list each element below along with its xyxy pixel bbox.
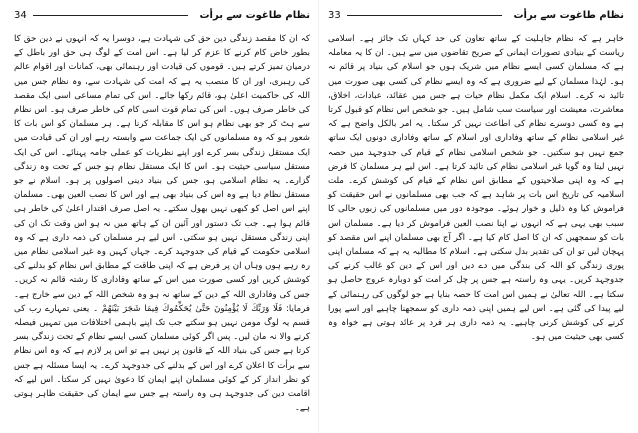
right-page (328, 6, 624, 426)
page-gutter (318, 0, 319, 433)
left-running-header (14, 6, 310, 24)
left-page-number: 34 (14, 9, 27, 21)
left-header-rule (33, 15, 188, 16)
left-paragraph: کہ ان کا مقصد زندگی دین حق کی شہادت ہے، دوسرا یہ کہ انہوں نے دین حق کا بطور خاص کام کرنے کا عزم کر لیا ہے۔ اس امت کے لوگ ہی حق اور باطل کے درمیان تمیز کرتے ہیں۔ قوموں کی قیادت اور رہنمائی بھی، کمانات اور اقوام عالم کی رہبری، اور ان کا منصب یہ ہے کہ امت کی شہادت سے، وہ نظام جس میں اللہ کی حاکمیت اعلیٰ ہو، قائم رکھا جائے۔ اس کی تمام مساعی اسی ایک مقصد کی خاطر صرف ہوں۔ اس کی تمام قوت اسی کام کی خاطر صرف ہو۔ اس نظام سے ہٹ کر جو بھی نظام ہو اس کا مقابلہ کرنا ہے۔ ہر مسلمان کو اس بات کا شعور ہو کہ وہ مسلمانوں کی ایک جماعت سے وابستہ رہے اور ان کی قیادت میں ایک مستقل زندگی بسر کرے اور اپنے نظریات کو عملی جامہ پہنائے۔ اس کی ایک مستقل سیاسی حیثیت ہو۔ اس کا ایک مستقل نظام ہو جس کے تحت وہ زندگی گزارے۔ یہ نظام اسلامی ہو، جس کی بنیاد دینی اصولوں پر ہو۔ اسلام نے جو مستقل نظام دیا ہے وہ اس کی بنیاد بھی ہے اور اس کا نصب العین بھی۔ مسلمان اپنے اس اصل کو کبھی نہیں بھول سکتے۔ یہ اصل صرف اقتدار اعلیٰ کی خاطر ہی قائم ہوا ہے۔ جب تک دستور اور آئین ان کے ہاتھ میں نہ ہو اس وقت تک ان کی اپنی زندگی مستقل نہیں ہو سکتی۔ اس لیے ہر مسلمان کی ذمہ داری ہے کہ وہ اسلامی حکومت کے قیام کی جدوجہد کرے۔ جہاں کہیں وہ غیر اسلامی نظام میں رہ رہے ہوں وہاں ان پر فرض ہے کہ اپنی طاقت کے مطابق اس نظام کو بدلنے کی کوشش کریں اور کسی صورت میں اس کے ساتھ وفاداری کا رشتہ قائم نہ کریں۔ جس کی وفاداری اللہ کے دین کے ساتھ نہ ہو وہ شخص اللہ کے دین سے خارج ہے۔ فرمایا: فَلَا وَرَبِّكَ لَا يُؤْمِنُونَ حَتَّىٰ يُحَكِّمُوكَ فِيمَا شَجَرَ بَيْنَهُمْ ۔ یعنی تمہارے رب کی قسم یہ لوگ مومن نہیں ہو سکتے جب تک اپنے باہمی اختلافات میں تمہیں فیصلہ کرنے والا نہ مان لیں۔ پس اگر کوئی مسلمان کسی ایسے نظام کے تحت زندگی بسر کرتا ہے جس کی بنیاد اللہ کے قانون پر نہیں ہے تو اس پر لازم ہے کہ وہ اس نظام سے برأت کا اعلان کرے اور اس کے بدلنے کی جدوجہد کرے۔ یہ ایسا مسئلہ ہے جس کو نظر انداز کر کے کوئی مسلمان اپنے ایمان کا دعویٰ نہیں کر سکتا۔ اس لیے کہ اقامت دین کی جدوجہد ہی وہ راستہ ہے جس سے ایمان کی حقیقت ظاہر ہوتی ہے۔ (14, 34, 310, 414)
left-page (14, 6, 310, 426)
right-page-number: 33 (328, 9, 341, 21)
right-header-rule (347, 15, 502, 16)
right-body-text (328, 32, 624, 344)
left-body-text (14, 32, 310, 415)
right-running-header (328, 6, 624, 24)
left-header-title: نظام طاغوت سے برأت (199, 9, 310, 21)
right-header-title: نظام طاغوت سے برأت (513, 9, 624, 21)
right-paragraph: خاہر ہے کہ نظام جاہلیت کے ساتھ تعاون کی حد کہاں تک جائز ہے۔ اسلامی ریاست کے بنیادی تصورات ایمانی کے صریح تقاضوں میں سے ہیں۔ ان کا یہ معاملہ ہے کہ مسلمان کسی ایسے نظام میں شریک ہوں جو اسلام کی بنیاد پر قائم نہ ہو۔ لہٰذا مسلمان کے لیے ضروری ہے کہ وہ ایسے نظام کی کسی بھی صورت میں تائید نہ کرے۔ اسلام ایک مکمل نظام حیات ہے جس میں عقائد، عبادات، اخلاق، معاشرت، معیشت اور سیاست سب شامل ہیں۔ جو شخص اس نظام کو قبول کرتا ہے وہ کسی دوسرے نظام کی اطاعت نہیں کر سکتا۔ یہ امر بالکل واضح ہے کہ غیر اسلامی نظام کے ساتھ وفاداری اور اسلام کے ساتھ وفاداری دونوں ایک ساتھ جمع نہیں ہو سکتیں۔ جو شخص اسلامی نظام کے قیام کی جدوجہد میں حصہ نہیں لیتا وہ گویا غیر اسلامی نظام کی تائید کرتا ہے۔ اس لیے ہر مسلمان کا فرض ہے کہ وہ اپنی صلاحیتوں کے مطابق اس نظام کے قیام کی کوشش کرے۔ ملت اسلامیہ کی تاریخ اس بات پر شاہد ہے کہ جب بھی مسلمانوں نے اس حقیقت کو فراموش کیا وہ ذلیل و خوار ہوئے۔ موجودہ دور میں مسلمانوں کی زبوں حالی کا سبب بھی یہی ہے کہ انہوں نے اپنا نصب العین فراموش کر دیا ہے۔ مسلمان اس بات کو سمجھیں کہ ان کا اصل کام کیا ہے۔ اگر آج بھی مسلمان اپنے اس مقصد کو پہچان لیں تو ان کی تقدیر بدل سکتی ہے۔ اسلام کا مطالبہ یہ ہے کہ مسلمان اپنی پوری زندگی کو اللہ کی بندگی میں دے دیں اور اس کے دین کو غالب کرنے کی جدوجہد کریں۔ یہی وہ راستہ ہے جس پر چل کر امت کو دوبارہ عروج حاصل ہو سکتا ہے۔ اللہ تعالیٰ نے ہمیں اس امت کا حصہ بنایا ہے جو لوگوں کی رہنمائی کے لیے پیدا کی گئی ہے۔ اس لیے ہمیں اپنی ذمہ داری کو سمجھنا چاہیے اور اسے پورا کرنے کی کوشش کرنی چاہیے۔ یہ ذمہ داری ہر فرد پر عائد ہوتی ہے خواہ وہ کسی بھی حیثیت میں ہو۔ (328, 34, 624, 343)
